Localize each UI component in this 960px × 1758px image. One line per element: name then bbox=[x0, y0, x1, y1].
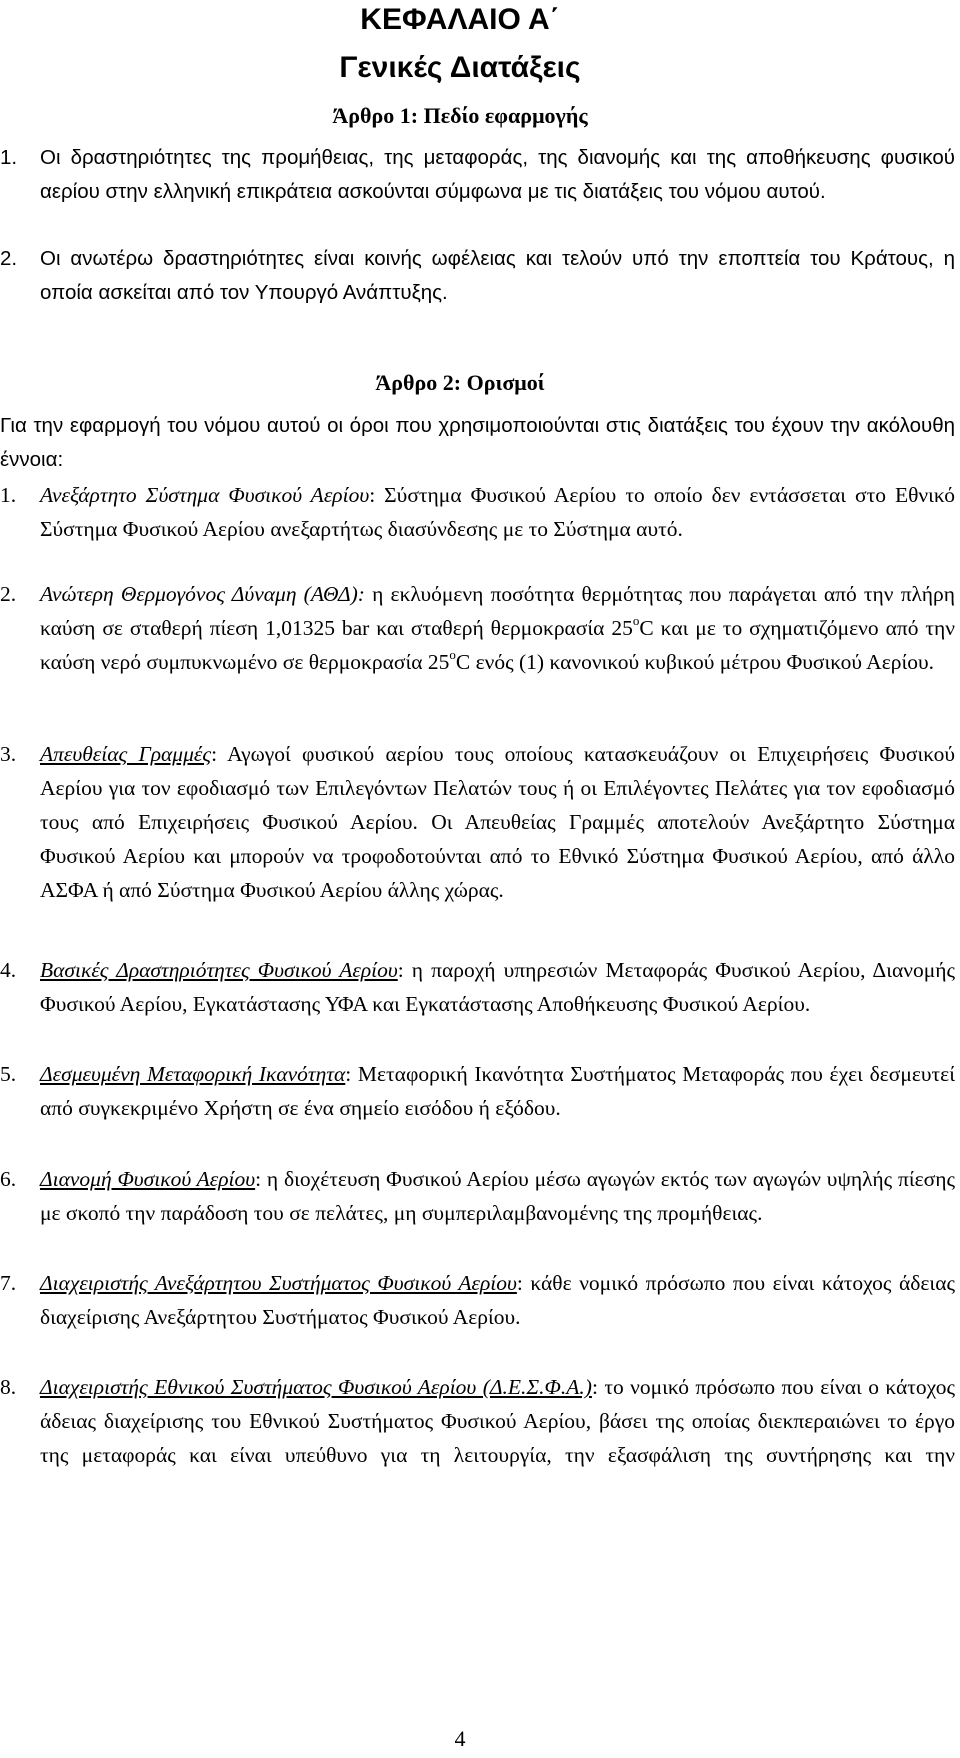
definition-text bbox=[40, 1370, 955, 1472]
page-number: 4 bbox=[454, 1726, 466, 1751]
paragraph-text: Οι ανωτέρω δραστηριότητες είναι κοινής ωφέλειας και τελούν υπό την εποπτεία του Κράτους, η οποία ασκείται από τον Υπουργό Ανάπτυξης. bbox=[40, 247, 955, 304]
definition-text bbox=[40, 1162, 955, 1230]
article-1-heading: Άρθρο 1: Πεδίο εφαρμογής bbox=[332, 103, 588, 128]
definition-number: 5. bbox=[0, 1062, 17, 1086]
definition-body: : Μεταφορική Ικανότητα Συστήματος Μεταφοράς που έχει δεσμευτεί από συγκεκριμένο Χρήστη σε ένα σημείο εισόδου ή εξόδου. bbox=[40, 1062, 955, 1120]
degree-superscript: o bbox=[449, 646, 456, 662]
article-2-intro: Για την εφαρμογή του νόμου αυτού οι όροι που χρησιμοποιούνται στις διατάξεις του έχουν την ακόλουθη έννοια: bbox=[0, 414, 955, 471]
definition-term: Διανομή Φυσικού Αερίου bbox=[40, 1167, 256, 1191]
definition-number: 1. bbox=[0, 483, 17, 507]
definition-number: 2. bbox=[0, 582, 17, 606]
definition-body-part-3: C ενός (1) κανονικού κυβικού μέτρου Φυσικού Αερίου. bbox=[455, 650, 935, 674]
paragraph-number: 2. bbox=[0, 247, 18, 270]
definition-text bbox=[40, 1057, 955, 1125]
definition-body: : κάθε νομικό πρόσωπο που είναι κάτοχος άδειας διαχείρισης Ανεξάρτητου Συστήματος Φυσικού Αερίου. bbox=[40, 1271, 955, 1329]
definition-body: : Αγωγοί φυσικού αερίου τους οποίους κατασκευάζουν οι Επιχειρήσεις Φυσικού Αερίου για τον εφοδιασμό των Επιλεγόντων Πελατών τους ή οι Επιλέγοντες Πελάτες για τον εφοδιασμό τους από Επιχειρήσεις Φυσικού Αερίου. Οι Απευθείας Γραμμές αποτελούν Ανεξάρτητο Σύστημα Φυσικού Αερίου και μπορούν να τροφοδοτούνται από το Εθνικό Σύστημα Φυσικού Αερίου, από άλλο ΑΣΦΑ ή από Σύστημα Φυσικού Αερίου άλλης χώρας. bbox=[40, 742, 955, 902]
definition-body-part-1: η εκλυόμενη ποσότητα θερμότητας που παράγεται από την πλήρη καύση σε σταθερή πίεση 1,01325 bar και σταθερή θερμοκρασία 25 bbox=[40, 582, 955, 640]
paragraph-text: Οι δραστηριότητες της προμήθειας, της μεταφοράς, της διανομής και της αποθήκευσης φυσικού αερίου στην ελληνική επικράτεια ασκούνται σύμφωνα με τις διατάξεις του νόμου αυτού. bbox=[40, 146, 955, 203]
definition-number: 8. bbox=[0, 1375, 17, 1399]
definition-term: Διαχειριστής Ανεξάρτητου Συστήματος Φυσικού Αερίου bbox=[40, 1271, 517, 1295]
degree-superscript: o bbox=[632, 612, 640, 628]
paragraph-number: 1. bbox=[0, 146, 18, 169]
definition-body: : η παροχή υπηρεσιών Μεταφοράς Φυσικού Αερίου, Διανομής Φυσικού Αερίου, Εγκατάστασης ΥΦΑ και Εγκατάστασης Αποθήκευσης Φυσικού Αερίου. bbox=[40, 958, 956, 1016]
definition-body-part-2: C και με το σχηματιζόμενο από την καύση νερό συμπυκνωμένο σε θερμοκρασία 25 bbox=[40, 616, 955, 674]
definition-text bbox=[40, 478, 955, 546]
definition-term: Διαχειριστής Εθνικού Συστήματος Φυσικού Αερίου (Δ.Ε.Σ.Φ.Α.) bbox=[40, 1375, 592, 1399]
definition-number: 6. bbox=[0, 1167, 17, 1191]
definition-number: 3. bbox=[0, 742, 17, 766]
definition-term: Βασικές Δραστηριότητες Φυσικού Αερίου bbox=[40, 958, 398, 982]
chapter-title: ΚΕΦΑΛΑΙΟ Α΄ bbox=[360, 3, 560, 36]
definition-number: 4. bbox=[0, 958, 17, 982]
definition-text bbox=[40, 577, 955, 679]
definition-text bbox=[40, 953, 955, 1021]
definition-term: Απευθείας Γραμμές bbox=[40, 742, 212, 766]
definition-number: 7. bbox=[0, 1271, 17, 1295]
definition-term: Ανεξάρτητο Σύστημα Φυσικού Αερίου bbox=[40, 483, 370, 507]
definition-text bbox=[40, 737, 955, 907]
definition-body: : Σύστημα Φυσικού Αερίου το οποίο δεν εντάσσεται στο Εθνικό Σύστημα Φυσικού Αερίου ανεξαρτήτως διασύνδεσης με το Σύστημα αυτό. bbox=[40, 483, 955, 541]
chapter-subtitle: Γενικές Διατάξεις bbox=[339, 51, 581, 84]
definition-term: Ανώτερη Θερμογόνος Δύναμη (ΑΘΔ): bbox=[40, 582, 365, 606]
definition-term: Δεσμευμένη Μεταφορική Ικανότητα bbox=[40, 1062, 346, 1086]
article-2-heading: Άρθρο 2: Ορισμοί bbox=[375, 370, 545, 395]
definition-body: : η διοχέτευση Φυσικού Αερίου μέσω αγωγών εκτός των αγωγών υψηλής πίεσης με σκοπό την παράδοση του σε πελάτες, μη συμπεριλαμβανομένης της προμήθειας. bbox=[40, 1167, 955, 1225]
definition-text bbox=[40, 1266, 955, 1334]
definition-body: : το νομικό πρόσωπο που είναι ο κάτοχος άδειας διαχείρισης του Εθνικού Συστήματος Φυσικού Αερίου, βάσει της οποίας διεκπεραιώνει το έργο της μεταφοράς και είναι υπεύθυνο για τη λειτουργία, την εξασφάλιση της συντήρησης και την bbox=[40, 1375, 955, 1467]
